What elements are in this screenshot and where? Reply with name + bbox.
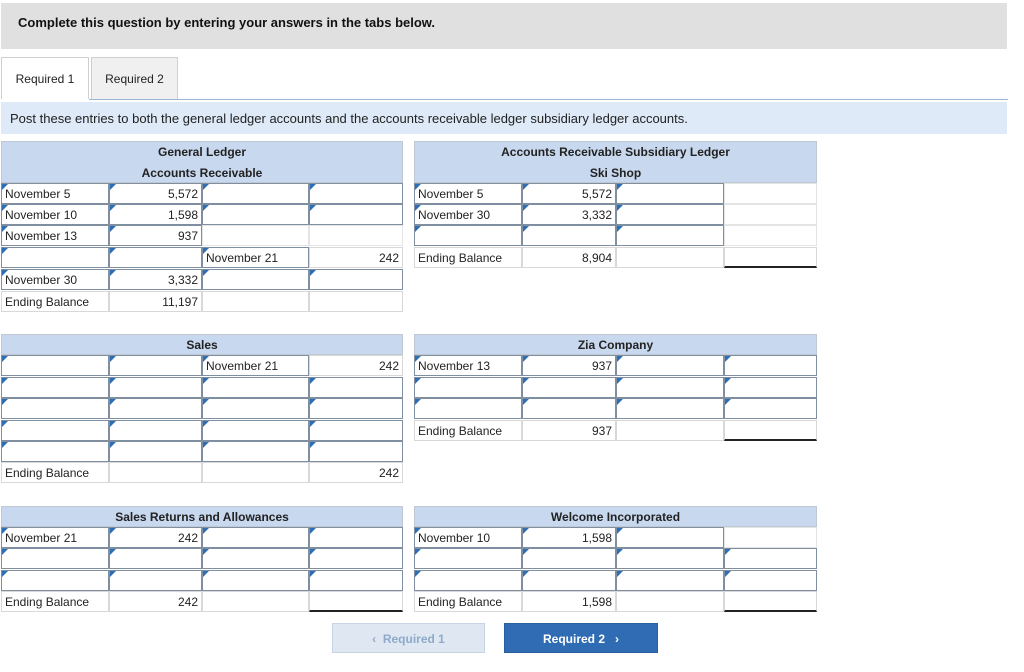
sra-ending-label-text: Ending Balance [5, 595, 90, 609]
ar-ending-balance [109, 291, 202, 312]
ar-row3-credit [309, 225, 403, 246]
zia-ending-balance-right [724, 420, 817, 441]
sales-row4-credit-label[interactable] [202, 420, 309, 441]
sra-row3-credit[interactable] [309, 570, 403, 591]
sra-ending-credit [309, 591, 403, 612]
sales-ending-label [1, 462, 109, 483]
sra-row2-label[interactable] [1, 548, 109, 569]
welcome-row1-label[interactable] [414, 527, 522, 548]
prev-required-button[interactable] [332, 623, 485, 653]
sales-row5-credit-label[interactable] [202, 441, 309, 462]
ski-ending-label-text: Ending Balance [418, 251, 503, 265]
welcome-row3-label[interactable] [414, 570, 522, 591]
zia-row2-balance[interactable] [724, 377, 817, 398]
ar-row3-debit-text: 937 [177, 229, 198, 243]
zia-row1-debit[interactable] [522, 355, 616, 376]
sub-ski-header [414, 141, 817, 183]
zia-row1-credit[interactable] [616, 355, 724, 376]
ar-row1-label[interactable] [1, 183, 109, 204]
zia-ending-label-text: Ending Balance [418, 424, 503, 438]
ar-row5-label-text: November 30 [5, 273, 78, 287]
zia-row1-label-text: November 13 [418, 359, 491, 373]
welcome-ending-balance-text: 1,598 [581, 595, 612, 609]
zia-row3-credit[interactable] [616, 398, 724, 419]
welcome-row2-balance[interactable] [724, 548, 817, 569]
ski-row1-credit[interactable] [616, 183, 724, 204]
sales-spacer [1, 484, 403, 505]
zia-row1-label[interactable] [414, 355, 522, 376]
welcome-ending-credit [616, 591, 724, 612]
next-required-button[interactable] [504, 623, 658, 653]
sra-ending-balance-text: 242 [177, 595, 198, 609]
ar-row1-debit[interactable] [109, 183, 202, 204]
zia-row2-debit[interactable] [522, 377, 616, 398]
sales-row1-credit-text: 242 [378, 359, 399, 373]
sales-title: Sales [186, 338, 218, 352]
gl-ar-header [1, 141, 403, 183]
ski-row1-debit-text: 5,572 [581, 187, 612, 201]
sales-row3-debit[interactable] [109, 398, 202, 419]
sales-row2-label[interactable] [1, 377, 109, 398]
gl-title: General Ledger [157, 145, 247, 159]
zia-title: Zia Company [577, 338, 654, 352]
ar-row2-credit[interactable] [309, 204, 403, 225]
welcome-ending-label [414, 591, 522, 612]
sra-ending-label [1, 591, 109, 612]
ski-row1-label-text: November 5 [418, 187, 484, 201]
sales-row2-credit-label[interactable] [202, 377, 309, 398]
zia-row3-label[interactable] [414, 398, 522, 419]
ar-row5-credit-label[interactable] [202, 269, 309, 290]
ar-row2-label-text: November 10 [5, 208, 78, 222]
banner-text: Complete this question by entering your answers in the tabs below. [18, 15, 436, 30]
zia-ending-balance-text: 937 [591, 424, 612, 438]
sales-row5-credit[interactable] [309, 441, 403, 462]
zia-row2-label[interactable] [414, 377, 522, 398]
welcome-row3-credit[interactable] [616, 570, 724, 591]
ski-row2-balance [724, 204, 817, 225]
ski-row3-debit[interactable] [522, 225, 616, 246]
zia-row1-debit-text: 937 [591, 359, 612, 373]
sales-row1-credit[interactable] [309, 355, 403, 376]
ar-ending-label [1, 291, 109, 312]
ski-row1-balance [724, 183, 817, 204]
sra-row1-label-text: November 21 [5, 531, 78, 545]
ski-row2-debit[interactable] [522, 204, 616, 225]
zia-header [414, 334, 817, 355]
instruction-text: Post these entries to both the general ledger accounts and the accounts receivable ledger subsidiary ledger accounts. [10, 111, 688, 126]
zia-ending-credit [616, 420, 724, 441]
ski-ending-balance [522, 247, 616, 268]
tab-required-2[interactable]: Required 2 [91, 57, 178, 99]
sra-row3-credit-label[interactable] [202, 570, 309, 591]
ar-row5-debit-text: 3,332 [167, 273, 198, 287]
tab-required-1[interactable]: Required 1 [1, 57, 89, 99]
ski-row3-credit[interactable] [616, 225, 724, 246]
ski-row2-label[interactable] [414, 204, 522, 225]
ski-ending-balance-right [724, 247, 817, 268]
welcome-ending-label-text: Ending Balance [418, 595, 503, 609]
sra-title: Sales Returns and Allowances [115, 510, 289, 524]
sra-row2-credit[interactable] [309, 548, 403, 569]
ar-ending-balance-text: 11,197 [162, 295, 198, 309]
sub-title: Accounts Receivable Subsidiary Ledger [501, 145, 730, 159]
ar-ending-credit-label [202, 291, 309, 312]
instructions-banner [1, 3, 1007, 49]
ar-row4-credit-label[interactable] [202, 247, 309, 268]
welcome-row1-debit-text: 1,598 [581, 531, 612, 545]
sra-ending-credit-label [202, 591, 309, 612]
ar-row4-credit[interactable] [309, 247, 403, 268]
ski-row2-label-text: November 30 [418, 208, 491, 222]
sales-row5-debit[interactable] [109, 441, 202, 462]
sales-row1-credit-label[interactable] [202, 355, 309, 376]
ar-row4-credit-label-text: November 21 [206, 251, 279, 265]
zia-ending-label [414, 420, 522, 441]
zia-row2-credit[interactable] [616, 377, 724, 398]
ar-account-title: Accounts Receivable [141, 166, 263, 180]
ar-row2-debit-text: 1,598 [167, 208, 198, 222]
ar-row2-debit[interactable] [109, 204, 202, 225]
welcome-row1-balance [724, 527, 817, 548]
task-instruction [1, 102, 1007, 134]
sales-header [1, 334, 403, 355]
sra-row1-credit-label[interactable] [202, 527, 309, 548]
sales-row3-credit[interactable] [309, 398, 403, 419]
sales-row4-credit[interactable] [309, 420, 403, 441]
chevron-left-icon: ‹ [372, 632, 377, 646]
ar-row1-credit[interactable] [309, 183, 403, 204]
ar-ending-label-text: Ending Balance [5, 295, 90, 309]
prev-button-label: Required 1 [382, 632, 445, 646]
sales-row5-label[interactable] [1, 441, 109, 462]
sales-row4-debit[interactable] [109, 420, 202, 441]
ar-ending-credit [309, 291, 403, 312]
ski-ending-credit [616, 247, 724, 268]
welcome-header [414, 506, 817, 527]
ar-row2-label[interactable] [1, 204, 109, 225]
welcome-title: Welcome Incorporated [550, 510, 681, 524]
zia-row3-balance[interactable] [724, 398, 817, 419]
tab-divider [89, 99, 1008, 100]
ski-row1-label[interactable] [414, 183, 522, 204]
ski-row3-label[interactable] [414, 225, 522, 246]
ar-row3-debit[interactable] [109, 225, 202, 246]
welcome-row1-label-text: November 10 [418, 531, 491, 545]
sales-ending-balance [309, 462, 403, 483]
ar-row3-credit-label [202, 225, 309, 246]
sales-row1-debit[interactable] [109, 355, 202, 376]
ski-row3-balance [724, 225, 817, 246]
ar-row4-credit-text: 242 [378, 251, 399, 265]
sra-row2-debit[interactable] [109, 548, 202, 569]
ski-row1-debit[interactable] [522, 183, 616, 204]
sra-row3-label[interactable] [1, 570, 109, 591]
sra-ending-balance [109, 591, 202, 612]
welcome-row1-debit[interactable] [522, 527, 616, 548]
sra-row3-debit[interactable] [109, 570, 202, 591]
ar-row5-debit[interactable] [109, 269, 202, 290]
ar-row1-credit-label[interactable] [202, 183, 309, 204]
ar-row3-label[interactable] [1, 225, 109, 246]
sales-ending-label-text: Ending Balance [5, 466, 90, 480]
ar-row5-credit[interactable] [309, 269, 403, 290]
sales-row2-debit[interactable] [109, 377, 202, 398]
ar-row1-debit-text: 5,572 [167, 187, 198, 201]
next-button-label: Required 2 [542, 632, 605, 646]
ar-spacer [1, 312, 403, 333]
sales-row1-credit-label-text: November 21 [206, 359, 279, 373]
sra-row1-label[interactable] [1, 527, 109, 548]
chevron-right-icon: › [615, 632, 620, 646]
ar-row2-credit-label[interactable] [202, 204, 309, 225]
welcome-ending-balance [522, 591, 616, 612]
sra-header [1, 506, 403, 527]
welcome-row1-credit[interactable] [616, 527, 724, 548]
welcome-row2-debit[interactable] [522, 548, 616, 569]
welcome-row2-credit[interactable] [616, 548, 724, 569]
zia-ending-balance [522, 420, 616, 441]
ar-row4-label[interactable] [1, 247, 109, 268]
sra-row2-credit-label[interactable] [202, 548, 309, 569]
ski-row2-credit[interactable] [616, 204, 724, 225]
sales-ending-debit [109, 462, 202, 483]
welcome-row3-balance[interactable] [724, 570, 817, 591]
ar-row3-label-text: November 13 [5, 229, 78, 243]
welcome-ending-balance-right [724, 591, 817, 612]
welcome-row3-debit[interactable] [522, 570, 616, 591]
sales-row1-label[interactable] [1, 355, 109, 376]
ski-ending-balance-text: 8,904 [581, 251, 612, 265]
ar-row1-label-text: November 5 [5, 187, 71, 201]
ski-ending-label [414, 247, 522, 268]
sales-row3-label[interactable] [1, 398, 109, 419]
sales-ending-credit-label [202, 462, 309, 483]
ski-row2-debit-text: 3,332 [581, 208, 612, 222]
sales-row4-label[interactable] [1, 420, 109, 441]
ar-row4-debit[interactable] [109, 247, 202, 268]
sales-ending-balance-text: 242 [378, 466, 399, 480]
sra-row1-debit[interactable] [109, 527, 202, 548]
ar-row5-label[interactable] [1, 269, 109, 290]
welcome-row2-label[interactable] [414, 548, 522, 569]
sales-row3-credit-label[interactable] [202, 398, 309, 419]
sales-row2-credit[interactable] [309, 377, 403, 398]
zia-row1-balance[interactable] [724, 355, 817, 376]
ski-shop-title: Ski Shop [589, 166, 642, 180]
zia-row3-debit[interactable] [522, 398, 616, 419]
sra-row1-debit-text: 242 [177, 531, 198, 545]
sra-row1-credit[interactable] [309, 527, 403, 548]
